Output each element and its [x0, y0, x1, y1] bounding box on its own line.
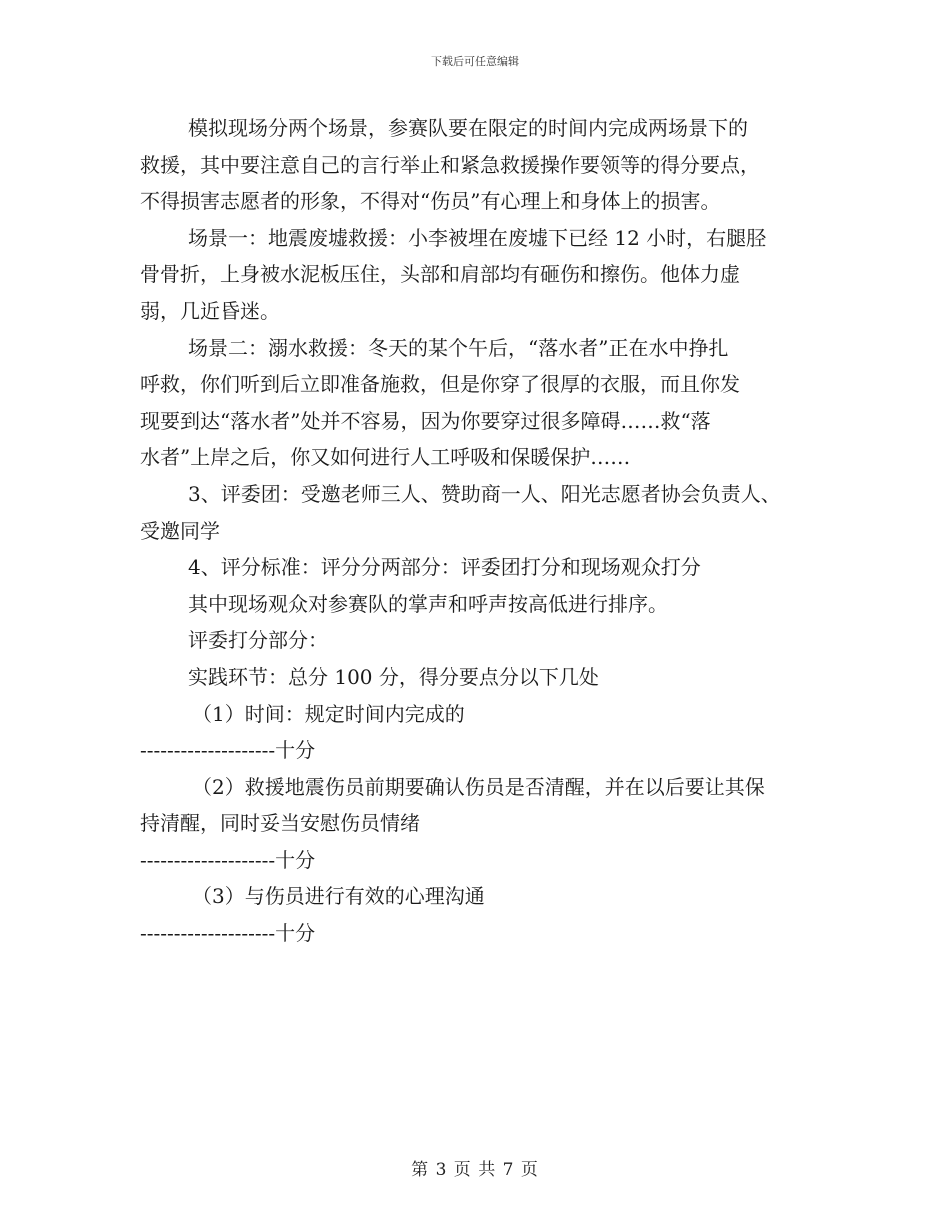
paragraph-line: 骨骨折，上身被水泥板压住，头部和肩部均有砸伤和擦伤。他体力虚	[140, 262, 740, 287]
paragraph-line: 场景二：溺水救援：冬天的某个午后，“落水者”正在水中挣扎	[188, 335, 729, 360]
page-number-footer: 第 3 页 共 7 页	[411, 1160, 539, 1180]
score-dash-line: --------------------十分	[140, 738, 316, 763]
score-dash-line: --------------------十分	[140, 847, 316, 872]
paragraph-line: 救援，其中要注意自己的言行举止和紧急救援操作要领等的得分要点，	[140, 152, 760, 177]
score-dash-line: --------------------十分	[140, 921, 316, 946]
document-body	[140, 110, 840, 952]
paragraph-line: 场景一：地震废墟救援：小李被埋在废墟下已经 12 小时，右腿胫	[188, 225, 767, 250]
page-header: 下载后可任意编辑	[431, 55, 519, 68]
paragraph-line: 不得损害志愿者的形象，不得对“伤员”有心理上和身体上的损害。	[140, 189, 721, 214]
paragraph-line: 4、评分标准：评分分两部分：评委团打分和现场观众打分	[188, 555, 701, 580]
paragraph-line: 持清醒，同时妥当安慰伤员情绪	[140, 811, 420, 836]
paragraph-line: （1）时间：规定时间内完成的	[192, 701, 465, 726]
paragraph-line: 现要到达“落水者”处并不容易，因为你要穿过很多障碍……救“落	[140, 408, 711, 433]
paragraph-line: 水者”上岸之后，你又如何进行人工呼吸和保暖保护……	[140, 445, 631, 470]
paragraph-line: 模拟现场分两个场景，参赛队要在限定的时间内完成两场景下的	[188, 116, 748, 140]
paragraph-line: 弱，几近昏迷。	[140, 298, 280, 323]
paragraph-line: （3）与伤员进行有效的心理沟通	[192, 884, 485, 909]
paragraph-line: 实践环节：总分 100 分，得分要点分以下几处	[188, 664, 599, 689]
paragraph-line: 其中现场观众对参赛队的掌声和呼声按高低进行排序。	[188, 591, 668, 616]
paragraph-line: 评委打分部分：	[188, 628, 328, 653]
paragraph-line: 受邀同学	[140, 518, 220, 543]
paragraph-line: （2）救援地震伤员前期要确认伤员是否清醒，并在以后要让其保	[192, 774, 765, 799]
paragraph-line: 呼救，你们听到后立即准备施救，但是你穿了很厚的衣服，而且你发	[140, 372, 740, 397]
paragraph-line: 3、评委团：受邀老师三人、赞助商一人、阳光志愿者协会负责人、	[188, 481, 781, 506]
